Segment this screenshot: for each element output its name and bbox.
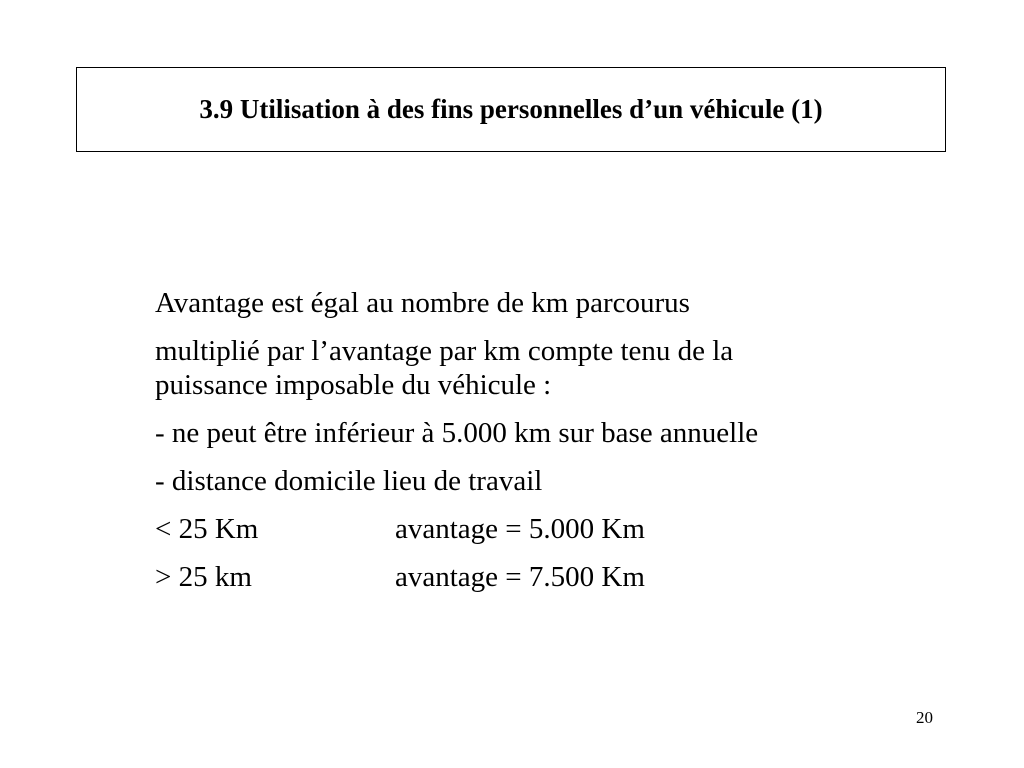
threshold-row-2 [155,560,955,594]
threshold-condition: > 25 km [155,561,252,593]
body-line-4: - ne peut être inférieur à 5.000 km sur base annuelle [155,417,759,449]
threshold-row-1 [155,512,955,546]
page-number: 20 [916,708,933,727]
slide-title: 3.9 Utilisation à des fins personnelles d’un véhicule (1) [199,94,823,124]
threshold-condition: < 25 Km [155,513,259,545]
title-box [76,67,946,152]
body-line-5: - distance domicile lieu de travail [155,465,543,497]
slide-body [155,286,955,594]
body-line-3: puissance imposable du véhicule : [155,369,552,401]
threshold-result: avantage = 5.000 Km [395,513,645,545]
body-line-1: Avantage est égal au nombre de km parcourus [155,287,690,319]
threshold-result: avantage = 7.500 Km [395,561,645,593]
body-line-2: multiplié par l’avantage par km compte tenu de la [155,335,734,367]
